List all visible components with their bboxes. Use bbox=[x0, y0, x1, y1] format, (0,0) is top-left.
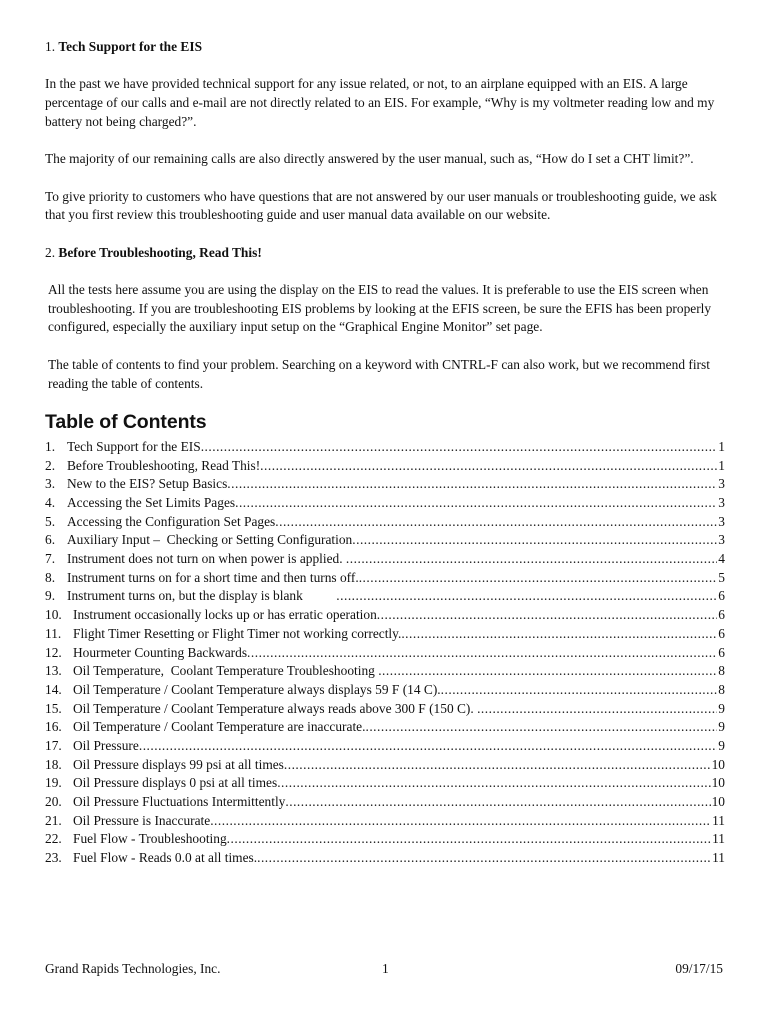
toc-entry[interactable] bbox=[45, 513, 725, 532]
toc-dot-leader bbox=[227, 475, 717, 494]
toc-dot-leader bbox=[477, 700, 717, 719]
toc-dot-leader bbox=[277, 774, 710, 793]
toc-entry-page: 6 bbox=[718, 607, 725, 623]
toc-entry[interactable] bbox=[45, 475, 725, 494]
toc-entry[interactable] bbox=[45, 587, 725, 606]
toc-entry[interactable] bbox=[45, 644, 725, 663]
toc-entry-number: 20. bbox=[45, 794, 62, 810]
toc-entry-number: 3. bbox=[45, 476, 56, 492]
toc-entry-page: 9 bbox=[718, 737, 725, 753]
toc-entry-number: 17. bbox=[45, 737, 62, 753]
toc-entry-title: Oil Pressure displays 0 psi at all times bbox=[73, 775, 278, 791]
toc-entry-number: 21. bbox=[45, 812, 62, 828]
toc-entry[interactable] bbox=[45, 756, 725, 775]
toc-entry-title: Oil Pressure is Inaccurate bbox=[73, 812, 211, 828]
section-title: Tech Support for the EIS bbox=[58, 39, 203, 54]
toc-entry-page: 1 bbox=[718, 438, 725, 454]
toc-entry-number: 16. bbox=[45, 719, 62, 735]
toc-entry-page: 10 bbox=[711, 794, 725, 810]
toc-entry-page: 10 bbox=[711, 775, 725, 791]
toc-entry-page: 3 bbox=[718, 513, 725, 529]
toc-entry-title: Tech Support for the EIS bbox=[67, 438, 201, 454]
toc-dot-leader bbox=[275, 513, 717, 532]
toc-entry-title: New to the EIS? Setup Basics bbox=[67, 476, 228, 492]
toc-entry-page: 9 bbox=[718, 719, 725, 735]
toc-entry[interactable] bbox=[45, 774, 725, 793]
toc-entry-number: 7. bbox=[45, 551, 56, 567]
section-2-heading bbox=[45, 244, 725, 263]
paragraph: To give priority to customers who have questions that are not answered by our user manuals or troubleshooting guide, we ask that you first review this troubleshooting guide and user manual data available on our website. bbox=[45, 188, 717, 223]
toc-dot-leader bbox=[260, 457, 717, 476]
toc-entry-number: 19. bbox=[45, 775, 62, 791]
toc-dot-leader bbox=[210, 812, 711, 831]
toc-entry-number: 11. bbox=[45, 625, 62, 641]
toc-entry-page: 10 bbox=[711, 756, 725, 772]
footer-date: 09/17/15 bbox=[675, 961, 723, 976]
section-number: 2. bbox=[45, 244, 56, 260]
toc-entry-page: 3 bbox=[718, 495, 725, 511]
toc-dot-leader bbox=[139, 737, 717, 756]
toc-dot-leader bbox=[346, 550, 717, 569]
toc-entry-title: Fuel Flow - Troubleshooting bbox=[73, 831, 227, 847]
toc-entry-number: 22. bbox=[45, 831, 62, 847]
toc-dot-leader bbox=[378, 662, 717, 681]
toc-entry[interactable] bbox=[45, 438, 725, 457]
page-footer bbox=[45, 961, 723, 977]
toc-entry-number: 14. bbox=[45, 681, 62, 697]
toc-entry-title: Auxiliary Input – Checking or Setting Configuration bbox=[67, 532, 353, 548]
toc-dot-leader bbox=[377, 606, 718, 625]
toc-entry-title: Oil Temperature / Coolant Temperature are inaccurate. bbox=[73, 719, 366, 735]
toc-dot-leader bbox=[235, 494, 717, 513]
toc-entry-title: Oil Temperature, Coolant Temperature Troubleshooting bbox=[73, 663, 379, 679]
section-title: Before Troubleshooting, Read This! bbox=[58, 244, 262, 260]
toc-dot-leader bbox=[201, 438, 718, 457]
toc-entry[interactable] bbox=[45, 793, 725, 812]
toc-entry-page: 8 bbox=[718, 663, 725, 679]
toc-entry[interactable] bbox=[45, 550, 725, 569]
toc-entry-title: Oil Pressure Fluctuations Intermittently bbox=[73, 794, 286, 810]
toc-entry-title: Oil Pressure displays 99 psi at all times bbox=[73, 756, 284, 772]
paragraph: All the tests here assume you are using the display on the EIS to read the values. It is preferable to use the EIS screen when troubleshooting. If you are troubleshooting EIS problems by looking at the EFIS screen, be sure the EFIS has been properly configured, especially the auxiliary input setup on the “Graphical Engine Monitor” set page. bbox=[48, 282, 712, 335]
toc-entry-page: 5 bbox=[718, 569, 725, 585]
paragraph: In the past we have provided technical support for any issue related, or not, to an airplane equipped with an EIS. A large percentage of our calls and e-mail are not directly related to an EIS. For example, “Why is my voltmeter reading low and my battery not being charged?”. bbox=[45, 76, 715, 129]
toc-entry-page: 3 bbox=[718, 532, 725, 548]
toc-entry-title: Instrument turns on for a short time and then turns off. bbox=[67, 569, 359, 585]
toc-entry-page: 11 bbox=[712, 850, 725, 866]
toc-entry[interactable] bbox=[45, 457, 725, 476]
toc-entry-title: Accessing the Set Limits Pages bbox=[67, 495, 236, 511]
paragraph: The majority of our remaining calls are also directly answered by the user manual, such as, “How do I set a CHT limit?”. bbox=[45, 151, 694, 167]
toc-entry-number: 4. bbox=[45, 495, 56, 511]
toc-entry-title: Flight Timer Resetting or Flight Timer not working correctly. bbox=[73, 625, 402, 641]
toc-entry-title: Oil Pressure bbox=[73, 737, 139, 753]
toc-entry-number: 10. bbox=[45, 607, 62, 623]
toc-dot-leader bbox=[365, 718, 717, 737]
toc-entry[interactable] bbox=[45, 662, 725, 681]
toc-entry[interactable] bbox=[45, 681, 725, 700]
toc-entry-page: 9 bbox=[718, 700, 725, 716]
toc-dot-leader bbox=[247, 644, 717, 663]
footer-page-number: 1 bbox=[382, 961, 389, 976]
toc-entry-page: 11 bbox=[712, 812, 725, 828]
toc-entry-number: 9. bbox=[45, 588, 56, 604]
toc-entry-number: 18. bbox=[45, 756, 62, 772]
toc-entry-page: 6 bbox=[718, 625, 725, 641]
toc-entry-title: Accessing the Configuration Set Pages bbox=[67, 513, 276, 529]
toc-dot-leader bbox=[285, 793, 710, 812]
toc-entry-title: Before Troubleshooting, Read This! bbox=[67, 457, 261, 473]
toc-entry-title: Oil Temperature / Coolant Temperature always reads above 300 F (150 C). bbox=[73, 700, 478, 716]
toc-entry[interactable] bbox=[45, 606, 725, 625]
toc-entry[interactable] bbox=[45, 569, 725, 588]
toc-dot-leader bbox=[336, 587, 717, 606]
toc-entry-title: Fuel Flow - Reads 0.0 at all times. bbox=[73, 850, 258, 866]
toc-dot-leader bbox=[441, 681, 718, 700]
toc-entry[interactable] bbox=[45, 494, 725, 513]
toc-dot-leader bbox=[359, 569, 718, 588]
toc-entry-number: 2. bbox=[45, 457, 56, 473]
toc-entry-number: 23. bbox=[45, 850, 62, 866]
toc-dot-leader bbox=[284, 756, 711, 775]
toc-entry-number: 5. bbox=[45, 513, 56, 529]
paragraph: The table of contents to find your problem. Searching on a keyword with CNTRL-F can also work, but we recommend first reading the table of contents. bbox=[48, 356, 710, 391]
toc-entry-page: 6 bbox=[718, 644, 725, 660]
toc-dot-leader bbox=[352, 531, 717, 550]
toc-entry-page: 1 bbox=[718, 457, 725, 473]
toc-entry[interactable] bbox=[45, 625, 725, 644]
toc-title: Table of Contents bbox=[45, 411, 207, 434]
toc-entry-title: Instrument turns on, but the display is blank bbox=[67, 588, 337, 604]
toc-entry-page: 3 bbox=[718, 476, 725, 492]
toc-entry-number: 6. bbox=[45, 532, 56, 548]
toc-entry[interactable] bbox=[45, 531, 725, 550]
toc-entry[interactable] bbox=[45, 849, 725, 868]
section-1-heading bbox=[45, 38, 725, 57]
toc-dot-leader bbox=[401, 625, 717, 644]
toc-entry[interactable] bbox=[45, 718, 725, 737]
toc-entry-number: 1. bbox=[45, 438, 56, 454]
toc-entry-number: 8. bbox=[45, 569, 56, 585]
toc-dot-leader bbox=[257, 849, 711, 868]
toc-entry[interactable] bbox=[45, 737, 725, 756]
section-number: 1. bbox=[45, 39, 56, 54]
toc-entry-page: 11 bbox=[712, 831, 725, 847]
toc-entry-page: 6 bbox=[718, 588, 725, 604]
toc-entry-number: 15. bbox=[45, 700, 62, 716]
toc-entry-page: 8 bbox=[718, 681, 725, 697]
toc-entry-number: 12. bbox=[45, 644, 62, 660]
toc-entry-page: 4 bbox=[718, 551, 725, 567]
toc-entry-number: 13. bbox=[45, 663, 62, 679]
toc-entry[interactable] bbox=[45, 700, 725, 719]
toc-entry-title: Instrument does not turn on when power is applied. bbox=[67, 551, 346, 567]
toc-dot-leader bbox=[227, 830, 711, 849]
document-page bbox=[45, 38, 725, 868]
toc-entry[interactable] bbox=[45, 812, 725, 831]
toc-entry-title: Hourmeter Counting Backwards bbox=[73, 644, 248, 660]
toc-entry-title: Instrument occasionally locks up or has erratic operation bbox=[73, 607, 377, 623]
toc-entry[interactable] bbox=[45, 830, 725, 849]
toc-list bbox=[45, 438, 725, 868]
toc-entry-title: Oil Temperature / Coolant Temperature always displays 59 F (14 C). bbox=[73, 681, 441, 697]
footer-company: Grand Rapids Technologies, Inc. bbox=[45, 961, 221, 976]
